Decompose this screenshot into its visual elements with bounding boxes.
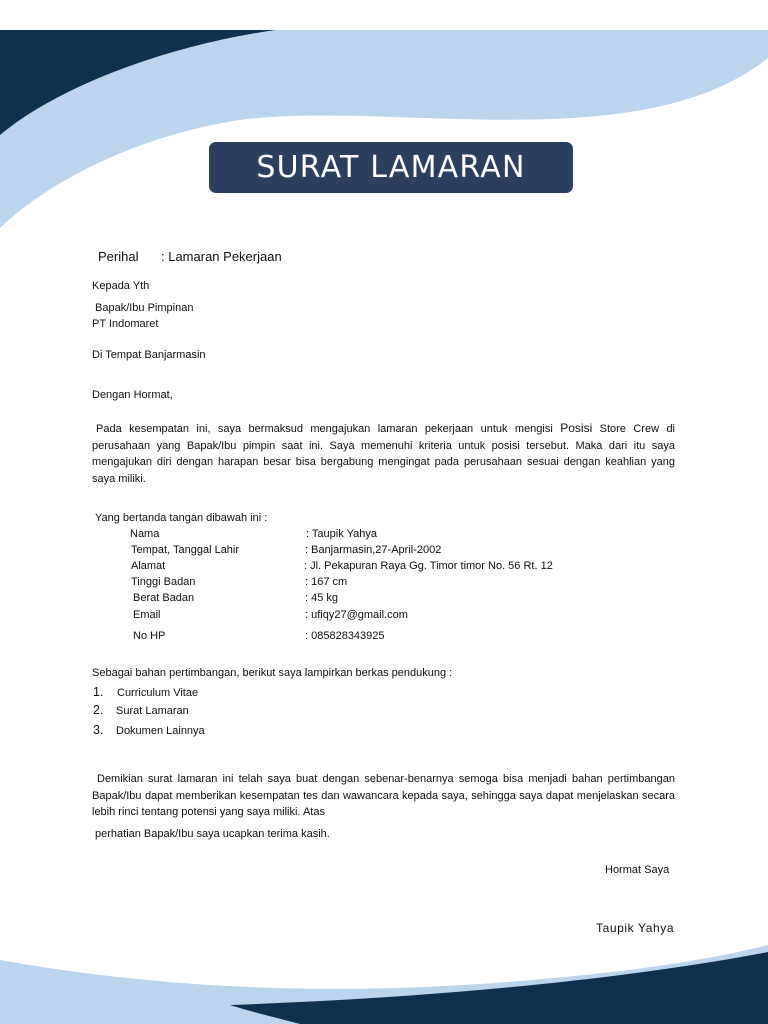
- field-label-email: Email: [133, 609, 161, 621]
- recipient-company: PT Indomaret: [92, 318, 159, 330]
- field-value-nama: : Taupik Yahya: [306, 528, 377, 540]
- recipient-name: Bapak/Ibu Pimpinan: [95, 302, 194, 314]
- field-value-tinggi: : 167 cm: [305, 576, 348, 588]
- field-label-ttl: Tempat, Tanggal Lahir: [131, 544, 240, 556]
- field-label-berat: Berat Badan: [133, 592, 195, 604]
- field-value-alamat: : Jl. Pekapuran Raya Gg. Timor timor No. 56 Rt. 12: [304, 560, 553, 572]
- field-label-nohp: No HP: [133, 630, 166, 642]
- closing-regards: Hormat Saya: [605, 864, 670, 876]
- closing-paragraph: Demikian surat lamaran ini telah saya buat dengan sebenar-benarnya semoga bisa menjadi bahan pertimbangan Bapak/Ibu dapat memberikan kesempatan tes dan wawancara kepada saya, sehingga saya dapat menjelaskan secara lebih rinci tentang potensi yang saya miliki. Atas: [92, 773, 675, 818]
- field-label-nama: Nama: [130, 528, 160, 540]
- attachment-number-1: 1.: [93, 685, 104, 699]
- recipient-place: Di Tempat Banjarmasin: [92, 349, 206, 361]
- intro-position-word: Posisi: [560, 421, 593, 435]
- field-value-email: : ufiqy27@gmail.com: [305, 609, 408, 621]
- field-value-ttl: : Banjarmasin,27-April-2002: [305, 544, 442, 556]
- subject-value: : Lamaran Pekerjaan: [161, 249, 282, 264]
- intro-text-1: Pada kesempatan ini, saya bermaksud mengajukan lamaran pekerjaan untuk mengisi: [96, 423, 561, 435]
- recipient-greeting: Kepada Yth: [92, 280, 150, 292]
- title-banner: [209, 142, 573, 193]
- closing-thanks: perhatian Bapak/Ibu saya ucapkan terima kasih.: [95, 828, 330, 840]
- field-label-tinggi: Tinggi Badan: [131, 576, 196, 588]
- attachments-intro: Sebagai bahan pertimbangan, berikut saya lampirkan berkas pendukung :: [92, 667, 453, 679]
- attachment-item-2: Surat Lamaran: [116, 705, 189, 717]
- document-title: SURAT LAMARAN: [256, 150, 526, 185]
- field-value-berat: : 45 kg: [305, 592, 339, 604]
- attachment-number-3: 3.: [93, 723, 104, 737]
- signatory-name: Taupik Yahya: [596, 921, 675, 935]
- attachment-item-3: Dokumen Lainnya: [116, 725, 205, 737]
- field-label-alamat: Alamat: [131, 560, 166, 572]
- intro-paragraph: [92, 420, 675, 487]
- salutation: Dengan Hormat,: [92, 389, 173, 401]
- subject-label: Perihal: [98, 249, 139, 264]
- intro-text-2: Store Crew di perusahaan yang Bapak/Ibu pimpin saat ini. Saya memenuhi kriteria untuk posisi tersebut. Maka dari itu saya mengajukan diri dengan harapan besar bisa bergabung mengingat pada perusahaan sesuai dengan keahlian yang saya miliki.: [92, 423, 676, 485]
- field-value-nohp: : 085828343925: [305, 630, 385, 642]
- attachment-number-2: 2.: [93, 703, 104, 717]
- applicant-intro: Yang bertanda tangan dibawah ini :: [95, 512, 268, 524]
- attachment-item-1: Curriculum Vitae: [117, 687, 199, 699]
